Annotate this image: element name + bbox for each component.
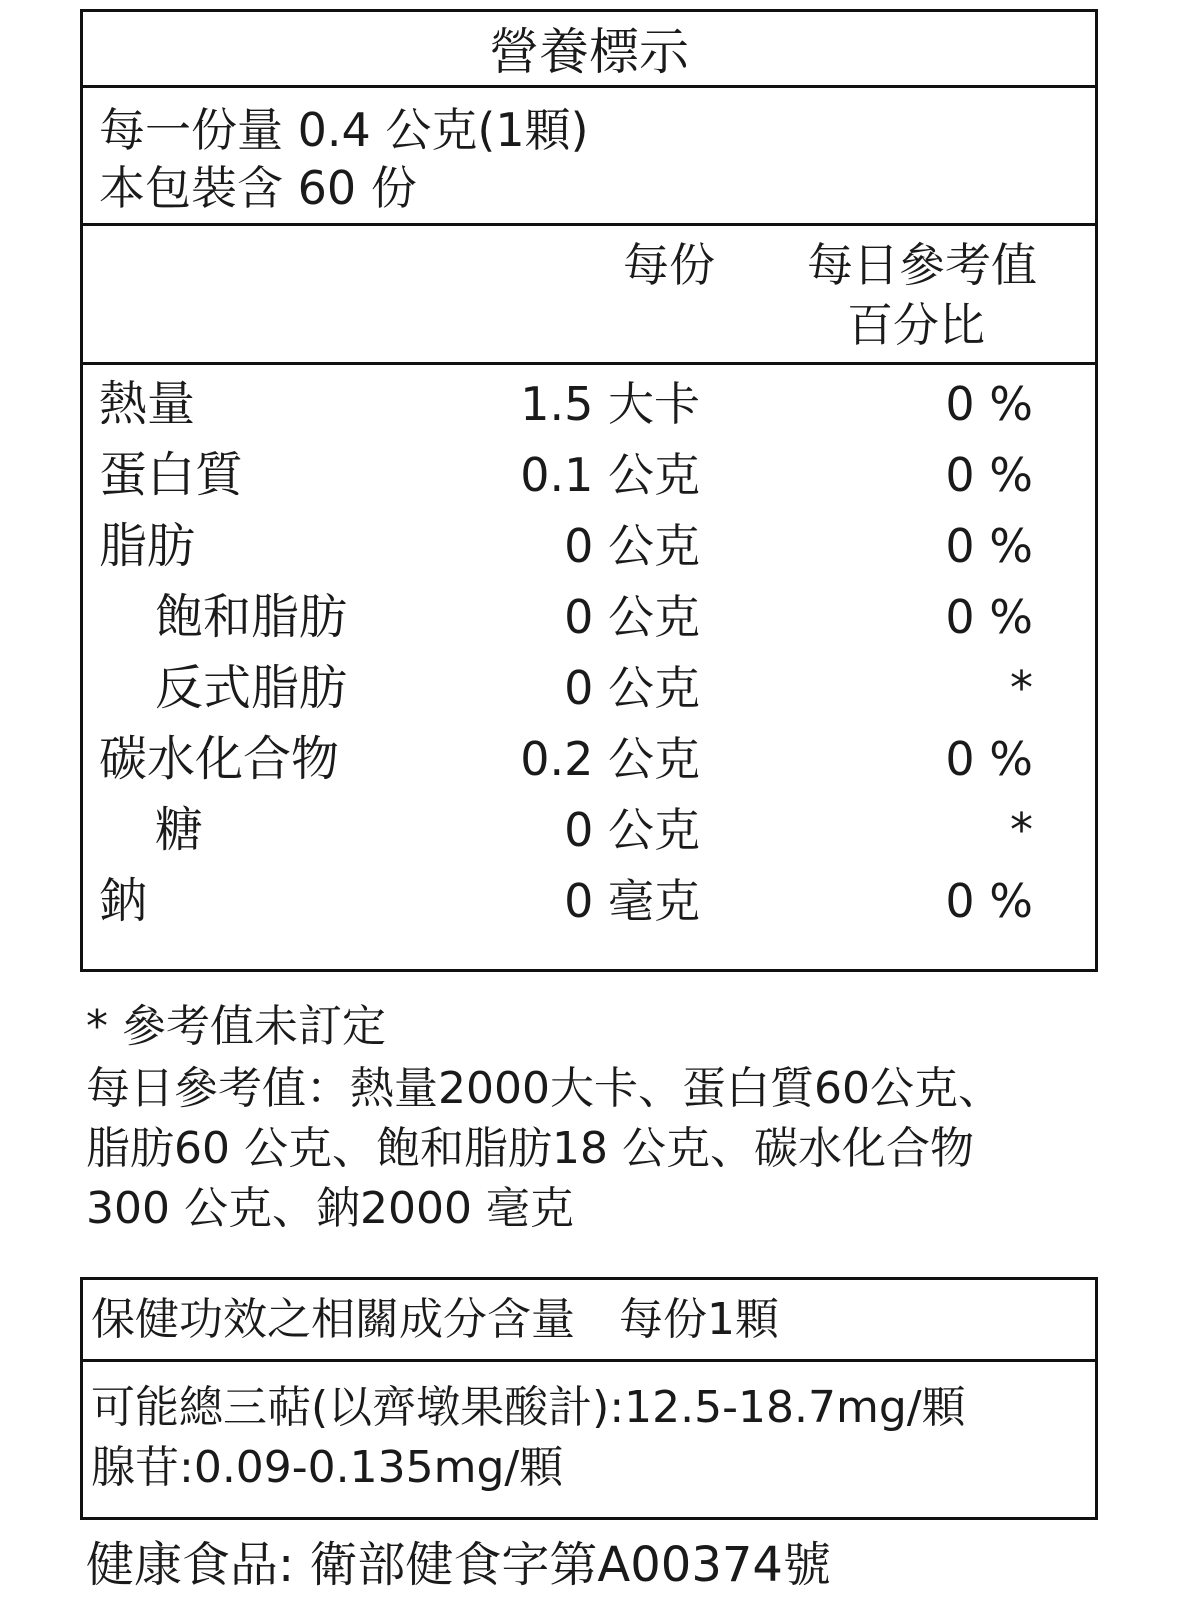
health-food-license: 健康食品: 衛部健食字第A00374號 <box>86 1537 831 1593</box>
nutrient-daily-value: 0 % <box>945 732 1033 786</box>
nutrient-name: 熱量 <box>99 376 196 432</box>
nutrient-row <box>83 511 1095 581</box>
nutrient-name: 脂肪 <box>99 518 196 574</box>
nutrient-row <box>83 582 1095 652</box>
asterisk-note: * 參考值未訂定 <box>86 1001 386 1052</box>
column-header-daily-value: 每日參考值 <box>807 238 1037 292</box>
divider <box>83 362 1095 365</box>
nutrition-table <box>80 9 1098 972</box>
ingredient-line: 腺苷:0.09-0.135mg/顆 <box>91 1442 564 1493</box>
nutrient-amount: 0 公克 <box>564 519 700 573</box>
nutrient-amount: 0 公克 <box>564 661 700 715</box>
daily-reference-line: 300 公克、鈉2000 毫克 <box>86 1183 574 1234</box>
nutrient-row <box>83 440 1095 510</box>
nutrient-daily-value: * <box>1010 661 1033 715</box>
nutrient-amount: 0 毫克 <box>564 874 700 928</box>
daily-reference-line: 每日參考值：熱量2000大卡、蛋白質60公克、 <box>86 1063 1002 1114</box>
nutrient-row <box>83 724 1095 794</box>
ingredients-header: 保健功效之相關成分含量 每份1顆 <box>91 1294 779 1345</box>
nutrition-title: 營養標示 <box>489 23 689 81</box>
divider <box>83 85 1095 88</box>
nutrient-name: 飽和脂肪 <box>155 589 348 645</box>
nutrient-amount: 0 公克 <box>564 803 700 857</box>
nutrient-row <box>83 795 1095 865</box>
nutrient-name: 蛋白質 <box>99 447 244 503</box>
nutrient-daily-value: 0 % <box>945 590 1033 644</box>
nutrient-amount: 1.5 大卡 <box>520 377 700 431</box>
nutrient-row <box>83 369 1095 439</box>
column-header-per-serving: 每份 <box>623 238 715 292</box>
nutrient-daily-value: 0 % <box>945 377 1033 431</box>
nutrient-amount: 0.1 公克 <box>520 448 700 502</box>
nutrient-amount: 0.2 公克 <box>520 732 700 786</box>
nutrient-name: 反式脂肪 <box>155 660 348 716</box>
nutrient-amount: 0 公克 <box>564 590 700 644</box>
nutrient-daily-value: * <box>1010 803 1033 857</box>
nutrient-name: 糖 <box>155 802 204 858</box>
functional-ingredients-table <box>80 1277 1098 1520</box>
serving-size: 每一份量 0.4 公克(1顆) <box>99 103 589 157</box>
daily-reference-line: 脂肪60 公克、飽和脂肪18 公克、碳水化合物 <box>86 1123 974 1174</box>
nutrient-name: 鈉 <box>99 873 148 929</box>
ingredient-line: 可能總三萜(以齊墩果酸計):12.5-18.7mg/顆 <box>91 1382 966 1433</box>
nutrient-name: 碳水化合物 <box>99 731 340 787</box>
divider <box>83 223 1095 226</box>
nutrient-row <box>83 653 1095 723</box>
divider <box>83 1359 1095 1362</box>
nutrient-daily-value: 0 % <box>945 874 1033 928</box>
nutrient-daily-value: 0 % <box>945 519 1033 573</box>
column-header-daily-value-percent: 百分比 <box>847 298 985 352</box>
nutrient-row <box>83 866 1095 936</box>
nutrient-daily-value: 0 % <box>945 448 1033 502</box>
servings-per-pack: 本包裝含 60 份 <box>99 161 417 215</box>
